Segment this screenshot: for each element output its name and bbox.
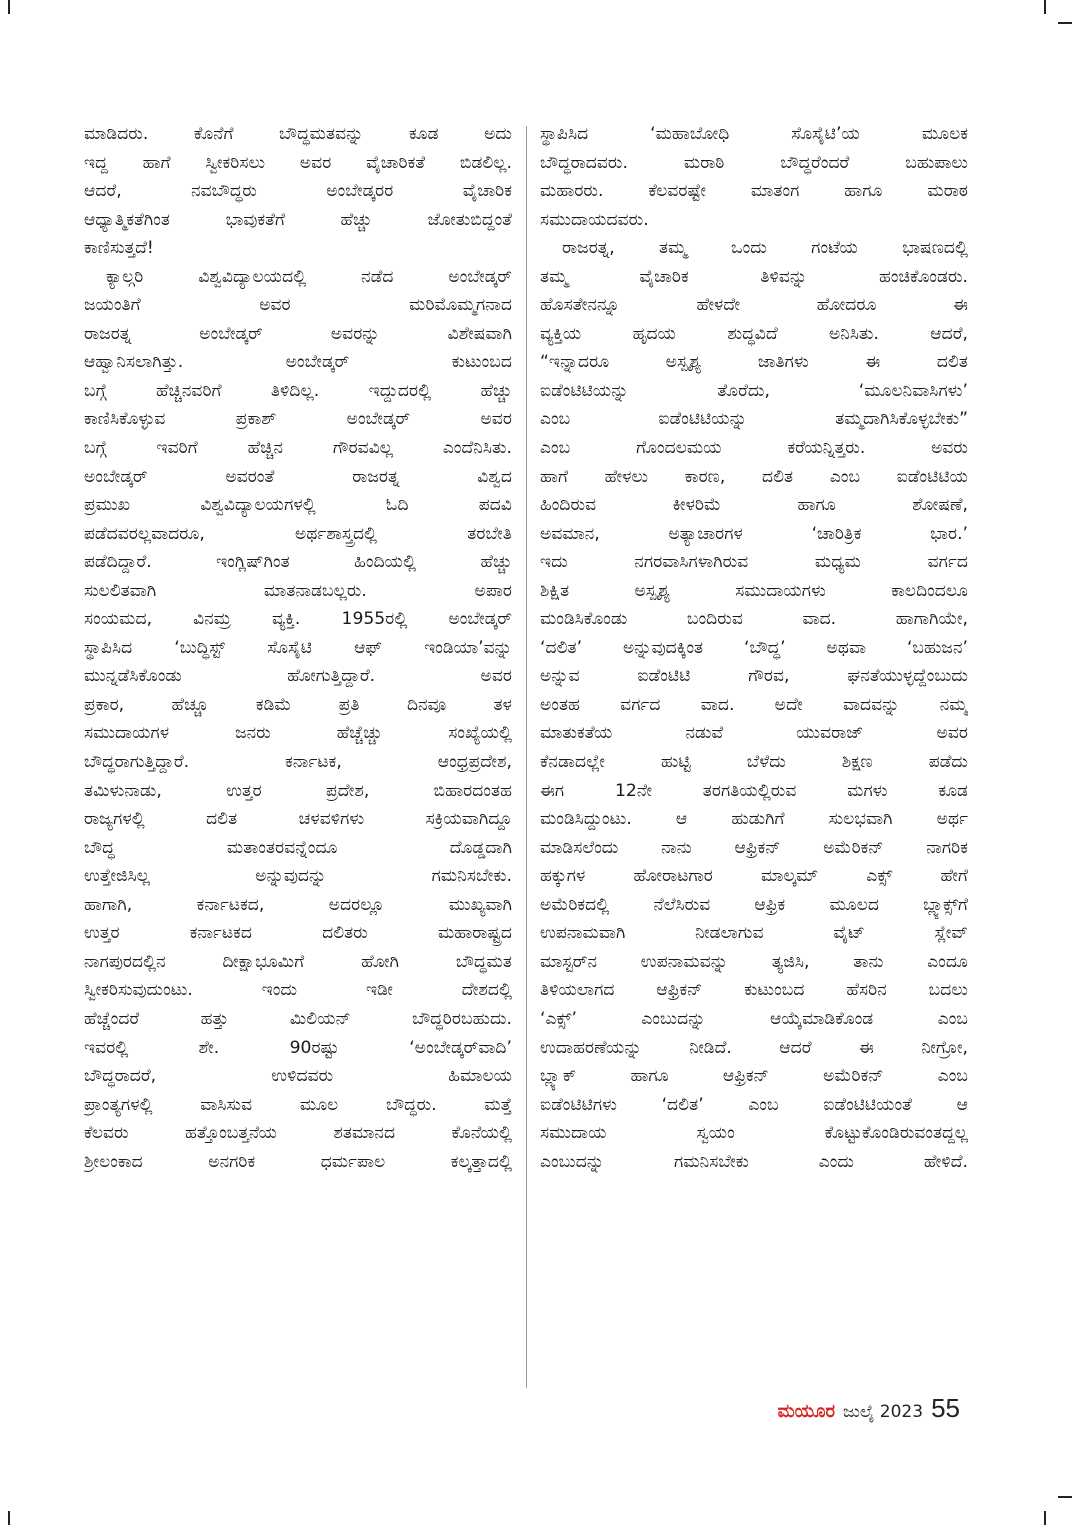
text-line: ಸ್ಥಾಪಿಸಿದ ‘ಬುದ್ಧಿಸ್ಟ್ ಸೊಸೈಟಿ ಆಫ್ ಇಂಡಿಯಾ’ವನ್ನು bbox=[84, 637, 512, 658]
text-line: ಜಯಂತಿಗೆ ಅವರ ಮರಿಮೊಮ್ಮಗನಾದ bbox=[84, 295, 512, 316]
text-line: ರಾಜರತ್ನ, ತಮ್ಮ ಒಂದು ಗಂಟೆಯ ಭಾಷಣದಲ್ಲಿ bbox=[562, 238, 968, 259]
text-line: ಬೌದ್ಧರಾಗುತ್ತಿದ್ದಾರೆ. ಕರ್ನಾಟಕ, ಆಂಧ್ರಪ್ರದೇಶ, bbox=[84, 752, 512, 773]
text-line: ಆಧ್ಯಾತ್ಮಿಕತೆಗಿಂತ ಭಾವುಕತೆಗೆ ಹೆಚ್ಚು ಜೋತುಬಿದ್ದಂತೆ bbox=[84, 209, 512, 230]
text-line: ಮಾಸ್ಟರ್‌ನ ಉಪನಾಮವನ್ನು ತ್ಯಜಿಸಿ, ತಾನು ಎಂದೂ bbox=[540, 951, 968, 972]
crop-mark-bottom-right bbox=[1044, 1511, 1046, 1525]
left-column bbox=[84, 120, 512, 1176]
text-line: ಪ್ರಮುಖ ವಿಶ್ವವಿದ್ಯಾಲಯಗಳಲ್ಲಿ ಓದಿ ಪದವಿ bbox=[84, 495, 512, 516]
text-line: ತಿಳಿಯಲಾಗದ ಆಫ್ರಿಕನ್ ಕುಟುಂಬದ ಹೆಸರಿನ ಬದಲು bbox=[540, 980, 968, 1001]
text-line: ಐಡೆಂಟಿಟಿಗಳು ‘ದಲಿತ’ ಎಂಬ ಐಡೆಂಟಿಟಿಯಂತೆ ಆ bbox=[540, 1094, 968, 1115]
text-line: ಪ್ರಾಂತ್ಯಗಳಲ್ಲಿ ವಾಸಿಸುವ ಮೂಲ ಬೌದ್ಧರು. ಮತ್ತೆ bbox=[84, 1094, 512, 1115]
text-line: ಬೌದ್ಧ ಮತಾಂತರವನ್ನೆಂದೂ ದೊಡ್ಡದಾಗಿ bbox=[84, 837, 512, 858]
text-line: ಉದಾಹರಣೆಯನ್ನು ನೀಡಿದೆ. ಆದರೆ ಈ ನೀಗ್ರೋ, bbox=[540, 1037, 968, 1058]
text-line: ತಮಿಳುನಾಡು, ಉತ್ತರ ಪ್ರದೇಶ, ಬಿಹಾರದಂತಹ bbox=[84, 780, 512, 801]
column-divider bbox=[526, 126, 527, 1388]
text-line: ಸಮುದಾಯ ಸ್ವಯಂ ಕೊಟ್ಟುಕೊಂಡಿರುವಂತದ್ದಲ್ಲ bbox=[540, 1123, 968, 1144]
text-line: ಹೊಸತೇನನ್ನೂ ಹೇಳದೇ ಹೋದರೂ ಈ bbox=[540, 295, 968, 316]
text-line: ಬೌದ್ಧರಾದವರು. ಮರಾಠಿ ಬೌದ್ಧರೆಂದರೆ ಬಹುಪಾಲು bbox=[540, 152, 968, 173]
page-footer bbox=[778, 1393, 960, 1424]
text-line: ಸ್ವೀಕರಿಸುವುದುಂಟು. ಇಂದು ಇಡೀ ದೇಶದಲ್ಲಿ bbox=[84, 980, 512, 1001]
text-line: ಅಂಬೇಡ್ಕರ್ ಅವರಂತೆ ರಾಜರತ್ನ ವಿಶ್ವದ bbox=[84, 466, 512, 487]
text-line: ಸಮುದಾಯದವರು. bbox=[540, 209, 649, 230]
text-line: ಶ್ರೀಲಂಕಾದ ಅನಗರಿಕ ಧರ್ಮಪಾಲ ಕಲ್ಕತ್ತಾದಲ್ಲಿ bbox=[84, 1151, 512, 1172]
text-line: ಎಂಬ ಐಡೆಂಟಿಟಿಯನ್ನು ತಮ್ಮದಾಗಿಸಿಕೊಳ್ಳಬೇಕು” bbox=[540, 409, 968, 430]
text-line: ಅವಮಾನ, ಅತ್ಯಾಚಾರಗಳ ‘ಚಾರಿತ್ರಿಕ ಭಾರ.’ bbox=[540, 523, 968, 544]
text-line: ಉಪನಾಮವಾಗಿ ನೀಡಲಾಗುವ ವೈಟ್ ಸ್ಲೇವ್ bbox=[540, 923, 968, 944]
text-line: ‘ಎಕ್ಸ್’ ಎಂಬುದನ್ನು ಆಯ್ಕೆಮಾಡಿಕೊಂಡ ಎಂಬ bbox=[540, 1008, 968, 1029]
text-line: ಎಂಬುದನ್ನು ಗಮನಿಸಬೇಕು ಎಂದು ಹೇಳಿದೆ. bbox=[540, 1151, 968, 1172]
text-line: ಬೌದ್ಧರಾದರೆ, ಉಳಿದವರು ಹಿಮಾಲಯ bbox=[84, 1066, 512, 1087]
text-line: ಮಂಡಿಸಿದ್ದುಂಟು. ಆ ಹುಡುಗಿಗೆ ಸುಲಭವಾಗಿ ಅರ್ಥ bbox=[540, 809, 968, 830]
crop-mark-top-right bbox=[1044, 0, 1046, 14]
crop-mark-right-upper bbox=[1058, 22, 1072, 24]
text-line: ಕೆಲವರು ಹತ್ತೊಂಬತ್ತನೆಯ ಶತಮಾನದ ಕೊನೆಯಲ್ಲಿ bbox=[84, 1123, 512, 1144]
text-line: ತಮ್ಮ ವೈಚಾರಿಕ ತಿಳಿವನ್ನು ಹಂಚಿಕೊಂಡರು. bbox=[540, 266, 968, 287]
right-column bbox=[540, 120, 968, 1176]
text-line: ರಾಜ್ಯಗಳಲ್ಲಿ ದಲಿತ ಚಳವಳಿಗಳು ಸಕ್ರಿಯವಾಗಿದ್ದೂ bbox=[84, 809, 512, 830]
text-line: ಶಿಕ್ಷಿತ ಅಸ್ಪೃಶ್ಯ ಸಮುದಾಯಗಳು ಕಾಲದಿಂದಲೂ bbox=[540, 580, 968, 601]
text-line: ಕಾಣಿಸುತ್ತದೆ! bbox=[84, 238, 154, 259]
text-line: ಪಡೆದವರಲ್ಲವಾದರೂ, ಅರ್ಥಶಾಸ್ತ್ರದಲ್ಲಿ ತರಬೇತಿ bbox=[84, 523, 512, 544]
text-line: ಮುನ್ನಡೆಸಿಕೊಂಡು ಹೋಗುತ್ತಿದ್ದಾರೆ. ಅವರ bbox=[84, 666, 512, 687]
text-line: ಹಾಗಾಗಿ, ಕರ್ನಾಟಕದ, ಅದರಲ್ಲೂ ಮುಖ್ಯವಾಗಿ bbox=[84, 894, 512, 915]
text-line: ಅಮೆರಿಕದಲ್ಲಿ ನೆಲೆಸಿರುವ ಆಫ್ರಿಕ ಮೂಲದ ಬ್ಲ್ಯಾಕ್ಸ್‌ಗೆ bbox=[540, 894, 968, 915]
crop-mark-top-left bbox=[8, 0, 10, 14]
text-line: ಹಕ್ಕುಗಳ ಹೋರಾಟಗಾರ ಮಾಲ್ಕಮ್ ಎಕ್ಸ್ ಹೇಗೆ bbox=[540, 866, 968, 887]
issue-date: ಜುಲೈ 2023 bbox=[843, 1402, 924, 1422]
text-line: ಮಹಾರರು. ಕೆಲವರಷ್ಟೇ ಮಾತಂಗ ಹಾಗೂ ಮರಾಠ bbox=[540, 181, 968, 202]
text-line: ಕಾಣಿಸಿಕೊಳ್ಳುವ ಪ್ರಕಾಶ್ ಅಂಬೇಡ್ಕರ್ ಅವರ bbox=[84, 409, 512, 430]
text-line: ಸ್ಥಾಪಿಸಿದ ‘ಮಹಾಬೋಧಿ ಸೊಸೈಟಿ’ಯ ಮೂಲಕ bbox=[540, 124, 968, 144]
text-line: ಸಮುದಾಯಗಳ ಜನರು ಹೆಚ್ಚೆಚ್ಚು ಸಂಖ್ಯೆಯಲ್ಲಿ bbox=[84, 723, 512, 744]
magazine-logo: ಮಯೂರ bbox=[777, 1401, 836, 1422]
text-line: ಅನ್ನುವ ಐಡೆಂಟಿಟಿ ಗೌರವ, ಘನತೆಯುಳ್ಳದ್ದೆಂಬುದು bbox=[540, 666, 968, 687]
text-line: ಐಡೆಂಟಿಟಿಯನ್ನು ತೊರೆದು, ‘ಮೂಲನಿವಾಸಿಗಳು’ bbox=[540, 380, 968, 401]
text-line: ಕ್ಯಾಲ್ಗರಿ ವಿಶ್ವವಿದ್ಯಾಲಯದಲ್ಲಿ ನಡೆದ ಅಂಬೇಡ್ಕರ್ bbox=[106, 266, 512, 287]
text-line: ಉತ್ತೇಜಿಸಿಲ್ಲ ಅನ್ನುವುದನ್ನು ಗಮನಿಸಬೇಕು. bbox=[84, 866, 512, 887]
text-line: ಬಗ್ಗೆ ಇವರಿಗೆ ಹೆಚ್ಚಿನ ಗೌರವವಿಲ್ಲ ಎಂದೆನಿಸಿತು. bbox=[84, 438, 512, 459]
text-line: ಬಗ್ಗೆ ಹೆಚ್ಚಿನವರಿಗೆ ತಿಳಿದಿಲ್ಲ. ಇದ್ದುದರಲ್ಲಿ ಹೆಚ್ಚು bbox=[84, 380, 512, 401]
text-line: ನಾಗಪುರದಲ್ಲಿನ ದೀಕ್ಷಾಭೂಮಿಗೆ ಹೋಗಿ ಬೌದ್ಧಮತ bbox=[84, 951, 512, 972]
text-line: ಮಾಡಿದರು. ಕೊನೆಗೆ ಬೌದ್ಧಮತವನ್ನು ಕೂಡ ಅದು bbox=[84, 124, 512, 144]
text-line: ಹಿಂದಿರುವ ಕೀಳರಿಮೆ ಹಾಗೂ ಶೋಷಣೆ, bbox=[540, 495, 968, 516]
text-line: “ಇನ್ನಾದರೂ ಅಸ್ಪೃಶ್ಯ ಜಾತಿಗಳು ಈ ದಲಿತ bbox=[540, 352, 968, 373]
article-page bbox=[78, 120, 970, 1410]
text-line: ಇದು ನಗರವಾಸಿಗಳಾಗಿರುವ ಮಧ್ಯಮ ವರ್ಗದ bbox=[540, 552, 968, 573]
text-line: ಇವರಲ್ಲಿ ಶೇ. 90ರಷ್ಟು ‘ಅಂಬೇಡ್ಕರ್‌ವಾದಿ’ bbox=[84, 1037, 512, 1058]
text-line: ಈಗ 12ನೇ ತರಗತಿಯಲ್ಲಿರುವ ಮಗಳು ಕೂಡ bbox=[540, 780, 968, 801]
text-line: ಆಹ್ವಾನಿಸಲಾಗಿತ್ತು. ಅಂಬೇಡ್ಕರ್ ಕುಟುಂಬದ bbox=[84, 352, 512, 373]
crop-mark-bottom-left bbox=[8, 1511, 10, 1525]
text-line: ಉತ್ತರ ಕರ್ನಾಟಕದ ದಲಿತರು ಮಹಾರಾಷ್ಟ್ರದ bbox=[84, 923, 512, 944]
text-line: ಕೆನಡಾದಲ್ಲೇ ಹುಟ್ಟಿ ಬೆಳೆದು ಶಿಕ್ಷಣ ಪಡೆದು bbox=[540, 752, 968, 773]
crop-mark-right-lower bbox=[1058, 1496, 1072, 1498]
text-line: ಸುಲಲಿತವಾಗಿ ಮಾತನಾಡಬಲ್ಲರು. ಅಪಾರ bbox=[84, 580, 512, 601]
text-line: ಇದ್ದ ಹಾಗೆ ಸ್ವೀಕರಿಸಲು ಅವರ ವೈಚಾರಿಕತೆ ಬಿಡಲಿಲ್ಲ. bbox=[84, 152, 512, 173]
text-line: ಸಂಯಮದ, ವಿನಮ್ರ ವ್ಯಕ್ತಿ. 1955ರಲ್ಲಿ ಅಂಬೇಡ್ಕರ್ bbox=[84, 609, 512, 630]
page-number: 55 bbox=[931, 1393, 960, 1423]
text-line: ‘ದಲಿತ’ ಅನ್ನುವುದಕ್ಕಿಂತ ‘ಬೌದ್ಧ’ ಅಥವಾ ‘ಬಹುಜನ’ bbox=[540, 637, 968, 658]
text-line: ಹಾಗೆ ಹೇಳಲು ಕಾರಣ, ದಲಿತ ಎಂಬ ಐಡೆಂಟಿಟಿಯ bbox=[540, 466, 968, 487]
text-line: ಮಾತುಕತೆಯ ನಡುವೆ ಯುವರಾಜ್ ಅವರ bbox=[540, 723, 968, 744]
text-line: ಬ್ಲ್ಯಾಕ್ ಹಾಗೂ ಆಫ್ರಿಕನ್ ಅಮೆರಿಕನ್ ಎಂಬ bbox=[540, 1066, 968, 1087]
text-line: ಹೆಚ್ಚೆಂದರೆ ಹತ್ತು ಮಿಲಿಯನ್ ಬೌದ್ಧರಿರಬಹುದು. bbox=[84, 1008, 512, 1029]
text-line: ಆದರೆ, ನವಬೌದ್ಧರು ಅಂಬೇಡ್ಕರರ ವೈಚಾರಿಕ bbox=[84, 181, 512, 202]
text-line: ಅಂತಹ ವರ್ಗದ ವಾದ. ಅದೇ ವಾದವನ್ನು ನಮ್ಮ bbox=[540, 694, 968, 715]
text-line: ಎಂಬ ಗೊಂದಲಮಯ ಕರೆಯನ್ನಿತ್ತರು. ಅವರು bbox=[540, 438, 968, 459]
text-line: ವ್ಯಕ್ತಿಯ ಹೃದಯ ಶುದ್ಧವಿದೆ ಅನಿಸಿತು. ಆದರೆ, bbox=[540, 323, 968, 344]
text-line: ಮಾಡಿಸಲೆಂದು ನಾನು ಆಫ್ರಿಕನ್ ಅಮೆರಿಕನ್ ನಾಗರಿಕ bbox=[540, 837, 968, 858]
text-line: ಪ್ರಕಾರ, ಹೆಚ್ಚೂ ಕಡಿಮೆ ಪ್ರತಿ ದಿನವೂ ತಳ bbox=[84, 694, 512, 715]
text-line: ಮಂಡಿಸಿಕೊಂಡು ಬಂದಿರುವ ವಾದ. ಹಾಗಾಗಿಯೇ, bbox=[540, 609, 968, 630]
text-line: ಪಡೆದಿದ್ದಾರೆ. ಇಂಗ್ಲಿಷ್‌ಗಿಂತ ಹಿಂದಿಯಲ್ಲಿ ಹೆಚ್ಚು bbox=[84, 552, 512, 573]
text-line: ರಾಜರತ್ನ ಅಂಬೇಡ್ಕರ್ ಅವರನ್ನು ವಿಶೇಷವಾಗಿ bbox=[84, 323, 512, 344]
